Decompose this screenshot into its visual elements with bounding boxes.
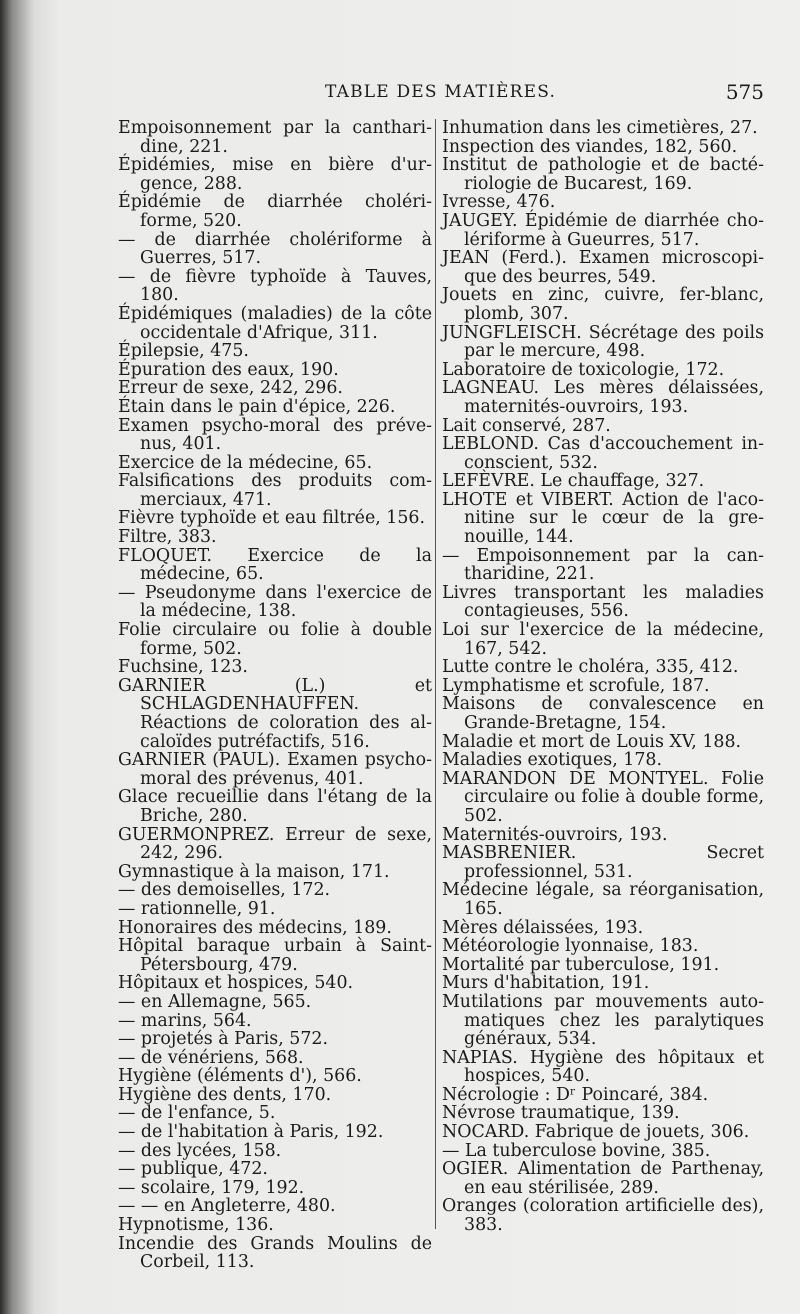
index-entry: Hygiène des dents, 170. xyxy=(118,1084,332,1105)
index-entry: — publique, 472. xyxy=(118,1159,268,1180)
index-entry: Maisons de convalescence en Grande-Bretagne, 154. xyxy=(442,694,764,733)
index-entry: OGIER. Alimentation de Parthenay, en eau stérilisée, 289. xyxy=(442,1159,764,1198)
index-entry: JEAN (Ferd.). Examen microscopique des beurres, 549. xyxy=(442,248,764,287)
index-entry: Épidémies, mise en bière d'urgence, 288. xyxy=(118,155,432,194)
index-entry: NAPIAS. Hygiène des hôpitaux et hospices, 540. xyxy=(442,1047,764,1087)
index-entry: Lymphatisme et scrofule, 187. xyxy=(442,675,710,696)
index-entry: Mutilations par mouvements automatiques chez les paralytiques généraux, 534. xyxy=(442,991,764,1050)
index-entry: Hygiène (éléments d'), 566. xyxy=(118,1066,362,1087)
index-entry: GUERMONPREZ. Erreur de sexe, 242, 296. xyxy=(118,824,432,864)
index-entry: Fièvre typhoïde et eau filtrée, 156. xyxy=(118,508,426,529)
index-entry: — projetés à Paris, 572. xyxy=(118,1029,329,1050)
index-entry: Météorologie lyonnaise, 183. xyxy=(442,936,699,957)
index-entry: GARNIER (PAUL). Examen psychomoral des prévenus, 401. xyxy=(118,750,432,789)
index-entry: Inspection des viandes, 182, 560. xyxy=(442,136,738,157)
page-header xyxy=(0,82,800,112)
index-entry: — La tuberculose bovine, 385. xyxy=(442,1140,711,1161)
index-entry: Folie circulaire ou folie à double forme, 502. xyxy=(118,620,432,659)
index-entry: Oranges (coloration artificielle des), 383. xyxy=(442,1196,764,1236)
index-entry: Étain dans le pain d'épice, 226. xyxy=(118,396,396,417)
index-column-right xyxy=(442,119,764,1235)
index-entry: Nécrologie : Dʳ Poincaré, 384. xyxy=(442,1084,709,1105)
index-entry: Médecine légale, sa réorganisation, 165. xyxy=(442,880,764,919)
index-entry: MARANDON DE MONTYEL. Folie circulaire ou folie à double forme, 502. xyxy=(442,768,764,826)
index-entry: Hôpitaux et hospices, 540. xyxy=(118,973,354,994)
column-divider xyxy=(435,119,436,1229)
index-entry: Lait conservé, 287. xyxy=(442,415,611,436)
index-entry: LEFÈVRE. Le chauffage, 327. xyxy=(442,471,705,492)
index-entry: LHOTE et VIBERT. Action de l'aconitine sur le cœur de la grenouille, 144. xyxy=(442,489,764,548)
index-entry: Erreur de sexe, 242, 296. xyxy=(118,378,343,399)
index-entry: — — en Angleterre, 480. xyxy=(118,1196,336,1217)
index-entry: Épuration des eaux, 190. xyxy=(118,359,339,380)
index-entry: JUNGFLEISCH. Sécrétage des poils par le mercure, 498. xyxy=(442,322,764,362)
index-entry: LEBLOND. Cas d'accouchement inconscient, 532. xyxy=(442,434,764,473)
index-entry: Gymnastique à la maison, 171. xyxy=(118,861,390,882)
index-entry: — scolaire, 179, 192. xyxy=(118,1177,305,1198)
index-entry: — en Allemagne, 565. xyxy=(118,991,312,1012)
index-entry: — Empoisonnement par la cantharidine, 221. xyxy=(442,545,764,585)
index-entry: Hôpital baraque urbain à Saint-Pétersbourg, 479. xyxy=(118,936,432,975)
index-entry: Murs d'habitation, 191. xyxy=(442,973,650,994)
index-entry: Laboratoire de toxicologie, 172. xyxy=(442,359,725,380)
index-entry: Honoraires des médecins, 189. xyxy=(118,917,392,938)
index-entry: — de diarrhée cholériforme à Guerres, 517. xyxy=(118,229,432,269)
index-entry: Examen psycho-moral des prévenus, 401. xyxy=(118,415,432,455)
index-entry: — de vénériens, 568. xyxy=(118,1047,304,1068)
index-entry: Épidémiques (maladies) de la côte occidentale d'Afrique, 311. xyxy=(118,303,432,343)
index-entry: LAGNEAU. Les mères délaissées, maternités-ouvroirs, 193. xyxy=(442,378,764,417)
page-number: 575 xyxy=(725,80,764,104)
index-entry: — rationnelle, 91. xyxy=(118,898,276,919)
index-entry: Empoisonnement par la cantharidine, 221. xyxy=(118,118,432,157)
index-entry: Institut de pathologie et de bactériologie de Bucarest, 169. xyxy=(442,155,764,194)
running-title: TABLE DES MATIÈRES. xyxy=(325,82,557,102)
index-entry: NOCARD. Fabrique de jouets, 306. xyxy=(442,1122,750,1143)
index-entry: Fuchsine, 123. xyxy=(118,657,248,678)
index-entry: Mortalité par tuberculose, 191. xyxy=(442,954,720,975)
index-entry: Épidémie de diarrhée cholériforme, 520. xyxy=(118,192,432,231)
index-entry: FLOQUET. Exercice de la médecine, 65. xyxy=(118,545,432,585)
index-entry: — de l'enfance, 5. xyxy=(118,1103,276,1124)
index-entry: Mères délaissées, 193. xyxy=(442,917,644,938)
index-entry: Lutte contre le choléra, 335, 412. xyxy=(442,657,739,678)
index-entry: Incendie des Grands Moulins de Corbeil, 113. xyxy=(118,1233,432,1273)
index-entry: — de l'habitation à Paris, 192. xyxy=(118,1122,384,1143)
index-entry: — marins, 564. xyxy=(118,1010,252,1031)
index-entry: Maladies exotiques, 178. xyxy=(442,750,662,771)
index-entry: Livres transportant les maladies contagieuses, 556. xyxy=(442,582,764,622)
index-entry: Glace recueillie dans l'étang de la Briche, 280. xyxy=(118,787,432,826)
index-entry: Inhumation dans les cimetières, 27. xyxy=(442,118,758,138)
index-entry: — des demoiselles, 172. xyxy=(118,880,331,901)
index-entry: Filtre, 383. xyxy=(118,527,217,548)
index-entry: GARNIER (L.) et SCHLAGDENHAUFFEN. Réactions de coloration des alcaloïdes putréfactifs, 516. xyxy=(118,675,432,752)
index-entry: Épilepsie, 475. xyxy=(118,341,249,362)
index-entry: Falsifications des produits commerciaux, 471. xyxy=(118,471,432,510)
index-entry: Loi sur l'exercice de la médecine, 167, 542. xyxy=(442,620,764,659)
index-entry: — Pseudonyme dans l'exercice de la médecine, 138. xyxy=(118,582,432,622)
index-entry: Maladie et mort de Louis XV, 188. xyxy=(442,731,742,752)
index-entry: Névrose traumatique, 139. xyxy=(442,1103,680,1124)
index-entry: — des lycées, 158. xyxy=(118,1140,282,1161)
index-entry: Hypnotisme, 136. xyxy=(118,1215,274,1236)
index-entry: Maternités-ouvroirs, 193. xyxy=(442,824,668,845)
index-entry: — de fièvre typhoïde à Tauves, 180. xyxy=(118,266,432,306)
index-entry: Jouets en zinc, cuivre, fer-blanc, plomb, 307. xyxy=(442,285,764,324)
index-entry: JAUGEY. Épidémie de diarrhée cholériforme à Gueurres, 517. xyxy=(442,210,764,250)
index-column-left xyxy=(118,119,432,1272)
index-entry: Ivresse, 476. xyxy=(442,192,556,213)
index-entry: MASBRENIER. Secret professionnel, 531. xyxy=(442,843,764,882)
index-entry: Exercice de la médecine, 65. xyxy=(118,452,373,473)
